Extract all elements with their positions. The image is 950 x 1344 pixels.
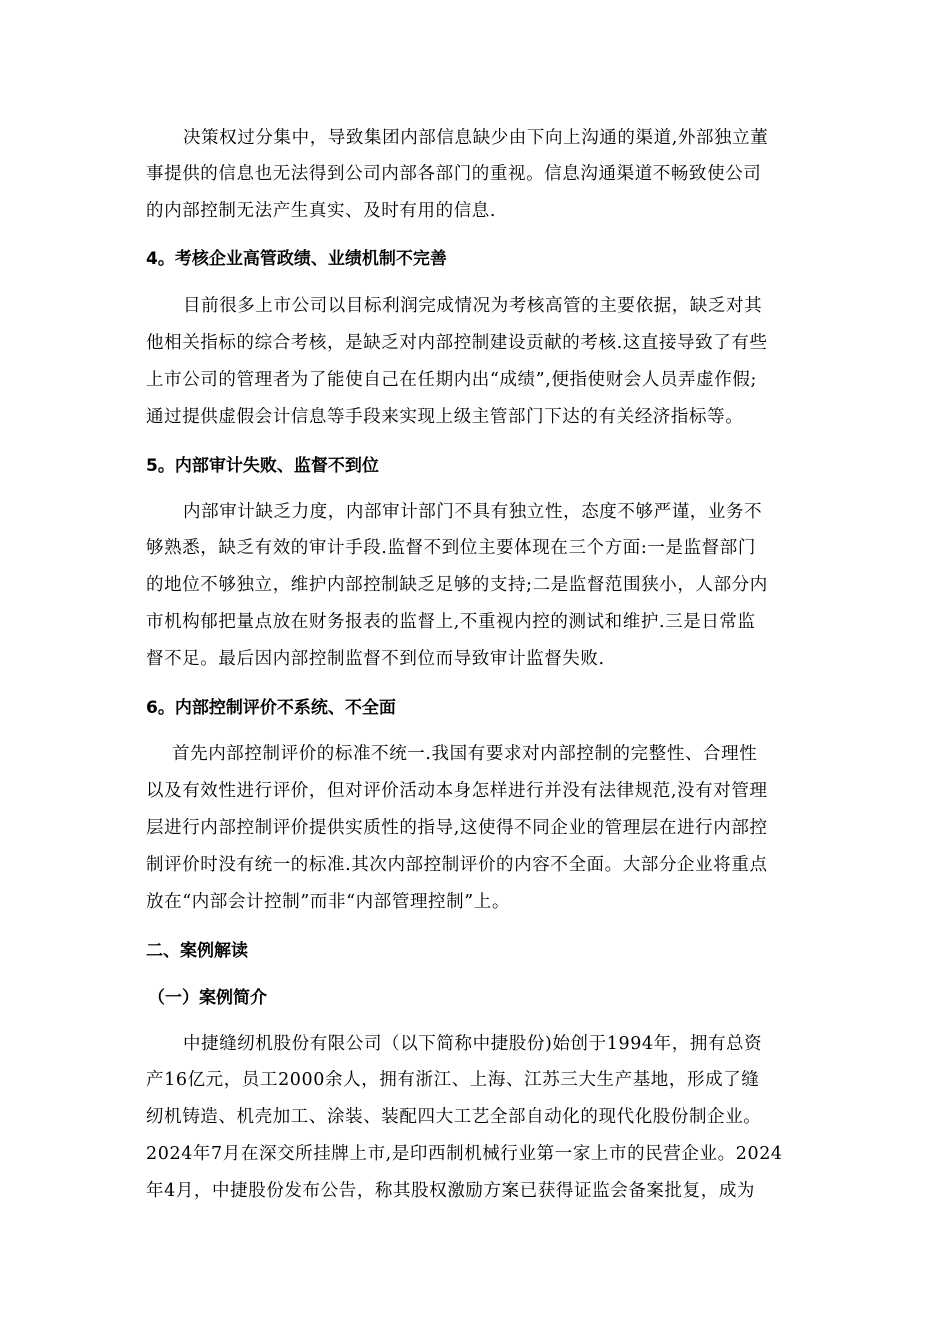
- section-heading-4: 4。考核企业高管政绩、业绩机制不完善: [146, 249, 447, 269]
- paragraph-line: 放在“内部会计控制”而非“内部管理控制”上。: [146, 892, 510, 912]
- paragraph-line: 中捷缝纫机股份有限公司（以下简称中捷股份)始创于1994年，拥有总资: [183, 1034, 763, 1054]
- paragraph-line: 以及有效性进行评价，但对评价活动本身怎样进行并没有法律规范,没有对管理: [146, 781, 768, 801]
- paragraph-line: 督不足。最后因内部控制监督不到位而导致审计监督失败.: [146, 649, 605, 669]
- paragraph-line: 通过提供虚假会计信息等手段来实现上级主管部门下达的有关经济指标等。: [146, 407, 744, 427]
- paragraph-line: 决策权过分集中，导致集团内部信息缺少由下向上沟通的渠道,外部独立董: [183, 128, 769, 148]
- paragraph-line: 内部审计缺乏力度，内部审计部门不具有独立性，态度不够严谨，业务不: [183, 502, 763, 522]
- paragraph-line: 首先内部控制评价的标准不统一.我国有要求对内部控制的完整性、合理性: [172, 744, 758, 764]
- paragraph-line: 够熟悉，缺乏有效的审计手段.监督不到位主要体现在三个方面:一是监督部门: [146, 538, 756, 558]
- paragraph-line: 2024年7月在深交所挂牌上市,是印西制机械行业第一家上市的民营企业。2024: [146, 1144, 783, 1164]
- paragraph-line: 市机构郁把量点放在财务报表的监督上,不重视内控的测试和维护.三是日常监: [146, 612, 756, 632]
- paragraph-line: 的地位不够独立，维护内部控制缺乏足够的支持;二是监督范围狭小，人部分内: [146, 575, 768, 595]
- subsection-heading-case-intro: （一）案例简介: [148, 988, 267, 1008]
- paragraph-line: 他相关指标的综合考核，是缺乏对内部控制建设贡献的考核.这直接导致了有些: [146, 333, 768, 353]
- paragraph-line: 层进行内部控制评价提供实质性的指导,这使得不同企业的管理层在进行内部控: [146, 818, 768, 838]
- paragraph-line: 纫机铸造、机壳加工、涂装、装配四大工艺全部自动化的现代化股份制企业。: [146, 1107, 762, 1127]
- paragraph-line: 年4月，中捷股份发布公告，称其股权激励方案已获得证监会备案批复，成为: [146, 1181, 756, 1201]
- paragraph-line: 产16亿元，员工2000余人，拥有浙江、上海、江苏三大生产基地，形成了缝: [146, 1070, 760, 1090]
- paragraph-line: 的内部控制无法产生真实、及时有用的信息.: [146, 201, 497, 221]
- paragraph-line: 制评价时没有统一的标准.其次内部控制评价的内容不全面。大部分企业将重点: [146, 855, 768, 875]
- section-heading-5: 5。内部审计失败、监督不到位: [146, 456, 379, 476]
- paragraph-line: 目前很多上市公司以目标利润完成情况为考核高管的主要依据，缺乏对其: [183, 296, 763, 316]
- paragraph-line: 上市公司的管理者为了能使自己在任期内出“成绩”,便指使财会人员弄虚作假;: [146, 370, 757, 390]
- section-heading-6: 6。内部控制评价不系统、不全面: [146, 698, 396, 718]
- paragraph-line: 事提供的信息也无法得到公司内部各部门的重视。信息沟通渠道不畅致使公司: [146, 164, 762, 184]
- section-heading-2: 二、案例解读: [146, 941, 248, 961]
